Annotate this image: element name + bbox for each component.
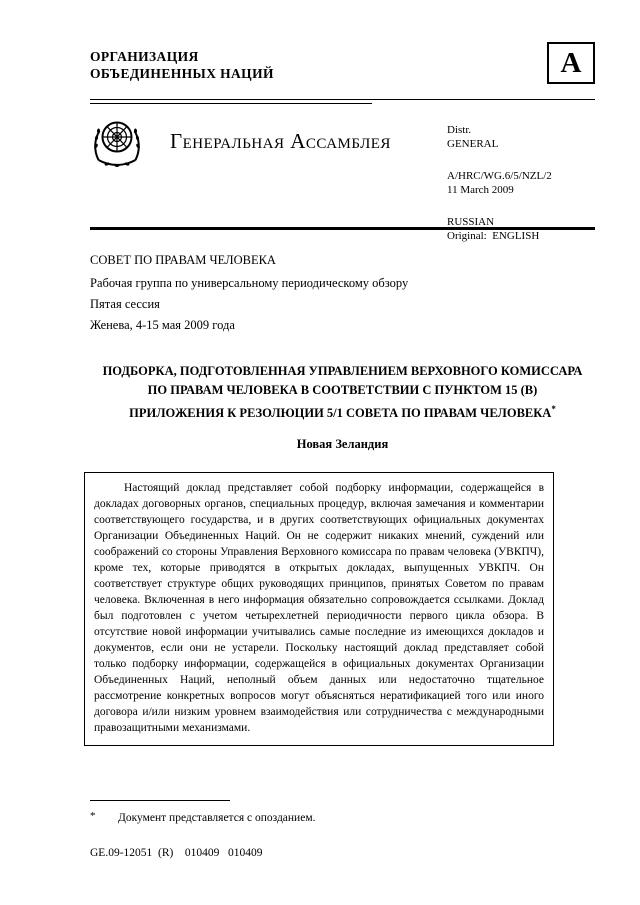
org-name-line2: ОБЪЕДИНЕННЫХ НАЦИЙ xyxy=(90,66,274,81)
doc-symbol: A/HRC/WG.6/5/NZL/2 xyxy=(447,170,552,182)
doc-date: 11 March 2009 xyxy=(447,184,514,196)
doc-language: RUSSIAN xyxy=(447,216,495,228)
distr-label: Distr. xyxy=(447,124,472,136)
un-emblem-icon xyxy=(90,113,144,227)
session-venue-dates: Женева, 4-15 мая 2009 года xyxy=(90,318,235,332)
distribution-block xyxy=(447,113,595,242)
footnote xyxy=(90,810,315,824)
summary-box xyxy=(84,472,554,746)
un-org-name xyxy=(90,42,274,82)
header-rule-full xyxy=(90,99,595,100)
document-series-letter-box xyxy=(547,42,595,84)
doc-original-language: Original: ENGLISH xyxy=(447,230,540,242)
working-group-name: Рабочая группа по универсальному периодическому обзору xyxy=(90,276,409,290)
title-footnote-marker: * xyxy=(551,404,556,414)
assembly-title: Генеральная Ассамблея xyxy=(170,129,391,153)
masthead xyxy=(90,113,595,242)
footnote-separator xyxy=(90,800,230,801)
footnote-marker: * xyxy=(90,810,96,822)
session-info xyxy=(90,254,595,332)
distr-value: GENERAL xyxy=(447,138,499,150)
council-name: СОВЕТ ПО ПРАВАМ ЧЕЛОВЕКА xyxy=(90,253,276,267)
series-letter: A xyxy=(560,46,582,79)
org-name-line1: ОРГАНИЗАЦИЯ xyxy=(90,49,199,64)
header-rule-partial xyxy=(90,103,372,104)
document-title-text: ПОДБОРКА, ПОДГОТОВЛЕННАЯ УПРАВЛЕНИЕМ ВЕРХОВНОГО КОМИССАРА ПО ПРАВАМ ЧЕЛОВЕКА В СООТВЕТСТВИИ С ПУНКТОМ 15 (В) ПРИЛОЖЕНИЯ К РЕЗОЛЮЦИИ 5/1 СОВЕТА ПО ПРАВАМ ЧЕЛОВЕКА xyxy=(102,364,583,421)
country-name: Новая Зеландия xyxy=(296,437,389,452)
document-title xyxy=(100,362,586,423)
document-header xyxy=(90,42,595,84)
document-reference-footer: GE.09-12051 (R) 010409 010409 xyxy=(90,847,263,859)
session-number: Пятая сессия xyxy=(90,297,160,311)
footnote-text: Документ представляется с опозданием. xyxy=(118,812,316,824)
summary-paragraph: Настоящий доклад представляет собой подборку информации, содержащейся в докладах договорных органов, специальных процедур, включая замечания и комментарии соответствующего государства, и в других соответствующих официальных документах Организации Объединенных Наций. Он не содержит никаких мнений, суждений или соображений со стороны Управления Верховного комиссара по правам человека (УВКПЧ), кроме тех, которые приводятся в открытых докладах, выпущенных УВКПЧ. Он соответствует структуре общих руководящих принципов, принятых Советом по правам человека. Включенная в него информация обязательно сопровождается ссылками. Доклад был подготовлен с учетом четырехлетней периодичности первого цикла обзора. В отсутствие новой информации учитывались самые последние из имеющихся докладов и документов, если они не устарели. Поскольку настоящий доклад представляет собой только подборку информации, содержащейся в официальных документах Организации Объединенных Наций, неполный объем данных или недостаточно тщательное рассмотрение конкретных вопросов могут объясняться нератификацией того или иного договора и/или низким уровнем взаимодействия или сотрудничества с международными правозащитными механизмами. xyxy=(94,482,544,735)
